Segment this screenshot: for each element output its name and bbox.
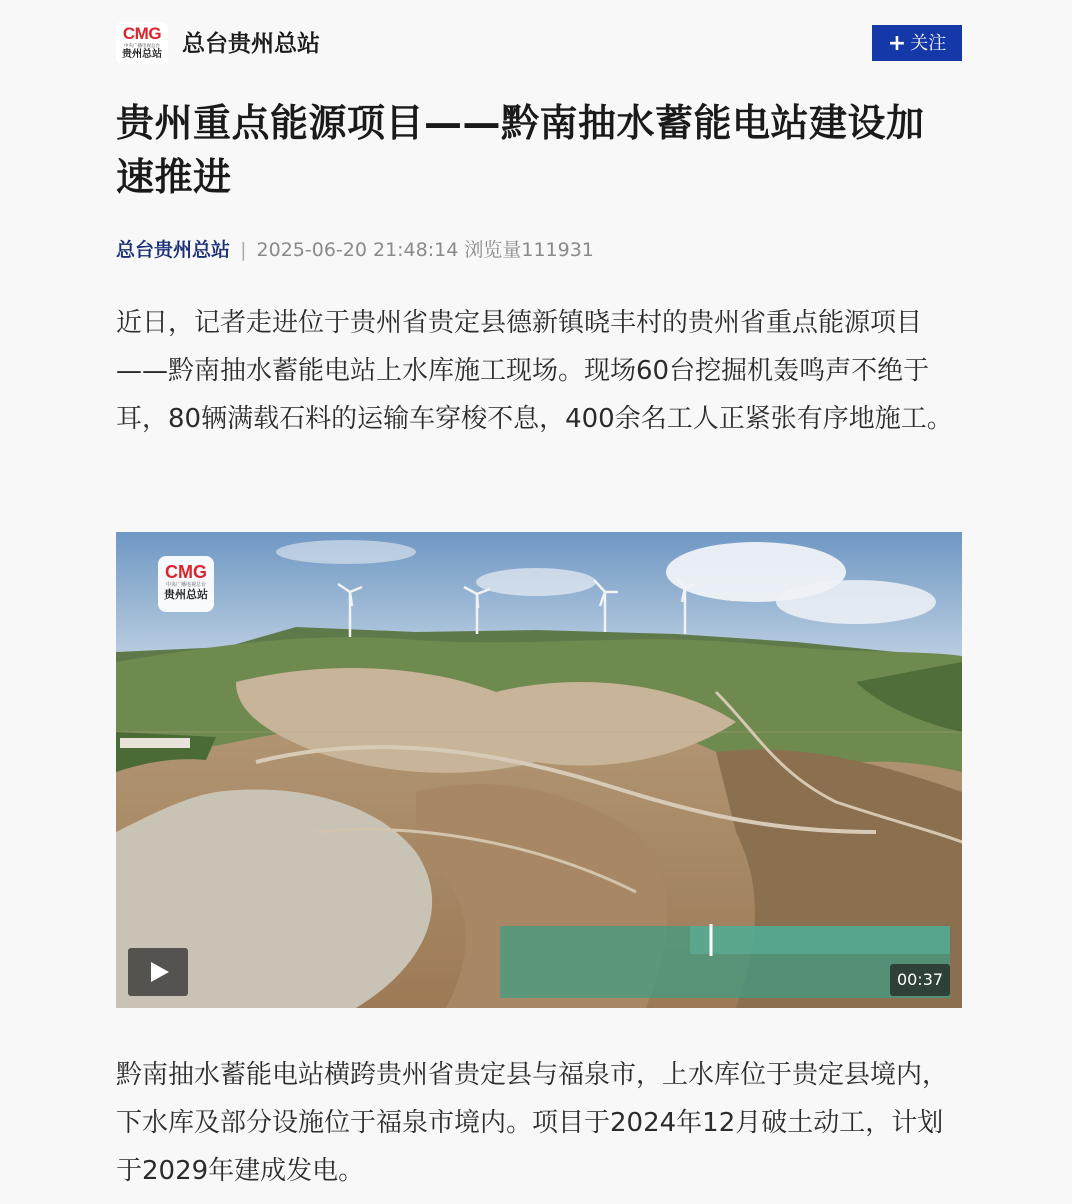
meta-separator: | <box>240 239 247 261</box>
video-thumbnail <box>116 532 962 1008</box>
logo-subtitle: 中央广播电视总台 <box>123 43 160 49</box>
plus-icon: + <box>887 31 907 56</box>
logo-station: 贵州总站 <box>122 49 162 60</box>
publish-datetime: 2025-06-20 21:48:14 <box>256 239 459 261</box>
video-watermark-logo <box>158 556 214 612</box>
channel-header <box>116 22 962 66</box>
video-player[interactable] <box>116 532 962 1008</box>
article-title: 贵州重点能源项目——黔南抽水蓄能电站建设加速推进 <box>116 101 925 199</box>
follow-button[interactable] <box>872 25 962 61</box>
watermark-subtitle: 中央广播电视总台 <box>165 582 206 588</box>
article-paragraph-1: 近日，记者走进位于贵州省贵定县德新镇晓丰村的贵州省重点能源项目——黔南抽水蓄能电站上水库施工现场。现场60台挖掘机轰鸣声不绝于耳，80辆满载石料的运输车穿梭不息，400余名工人正紧张有序地施工。 <box>116 308 953 434</box>
video-duration: 00:37 <box>890 964 950 996</box>
watermark-station: 贵州总站 <box>164 588 208 601</box>
logo-brand: CMG <box>122 24 162 43</box>
channel-logo[interactable] <box>116 22 168 64</box>
view-count: 浏览量111931 <box>464 239 594 261</box>
watermark-brand: CMG <box>165 562 207 582</box>
article-author[interactable]: 总台贵州总站 <box>116 239 231 261</box>
play-button[interactable] <box>128 948 188 996</box>
article-meta <box>116 236 594 264</box>
follow-label: 关注 <box>910 33 947 54</box>
article-paragraph-2: 黔南抽水蓄能电站横跨贵州省贵定县与福泉市，上水库位于贵定县境内，下水库及部分设施位于福泉市境内。项目于2024年12月破土动工，计划于2029年建成发电。 <box>116 1060 949 1186</box>
play-icon <box>151 962 169 982</box>
channel-name[interactable]: 总台贵州总站 <box>182 31 320 57</box>
